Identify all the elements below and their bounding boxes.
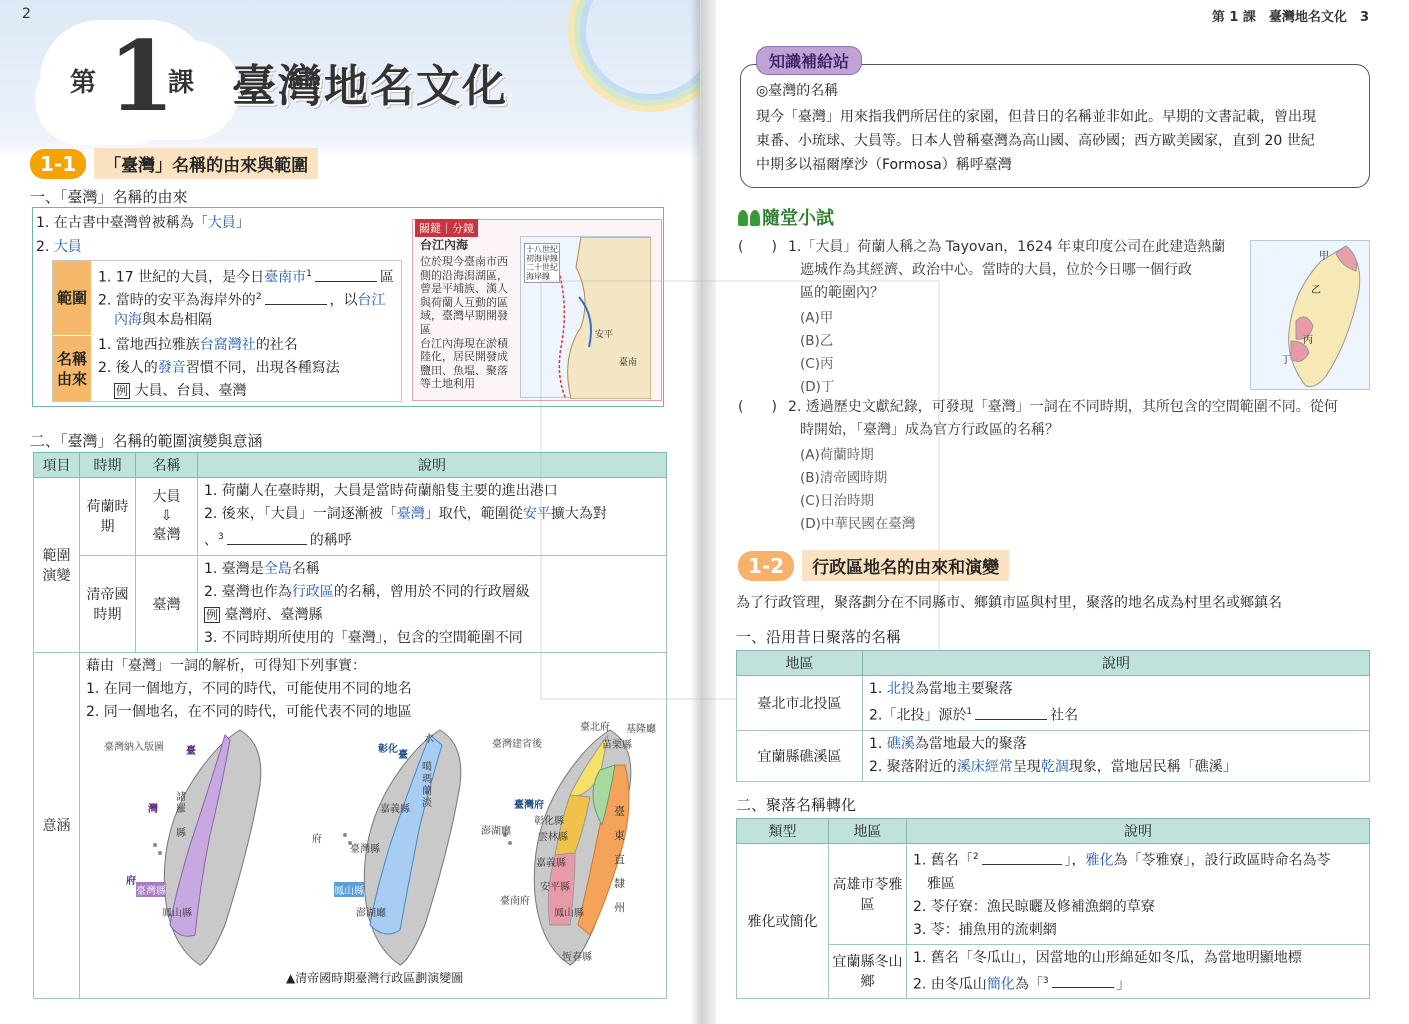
q1-line-3: 區的範圍內？ xyxy=(800,285,884,301)
dutch-desc: 1. 荷蘭人在臺時期，大員是當時荷蘭船隻主要的進出港口 2. 後來，「大員」一詞逐漸被「臺灣」取代，範圍從安平擴大為對 、$^3$ 的稱呼 xyxy=(198,478,667,556)
origin-line-1: 1. 在古書中臺灣曾被稱為「大員」 xyxy=(36,215,250,231)
area-jiaoxi: 宜蘭縣礁溪區 xyxy=(737,730,863,781)
note-line: 與荷蘭人互動的區 xyxy=(420,295,508,309)
section-1-2-heading xyxy=(738,550,1009,581)
col-header-area: 地區 xyxy=(829,819,907,844)
note-line: 等土地利用 xyxy=(420,377,475,391)
guangxu-label-anping: 安平縣 xyxy=(540,882,570,893)
jiaqing-label-chiayi: 臺灣縣 xyxy=(350,844,380,855)
guangxu-label-yunlin: 雲林縣 xyxy=(538,832,568,843)
note-line: 台江內海現在淤積 xyxy=(420,336,508,350)
knowledge-line-2: 東番、小琉球、大員等。日本人曾稱臺灣為高山國、高砂國；西方歐美國家，直到 20 世紀 xyxy=(756,133,1315,149)
qing-desc: 1. 臺灣是全島名稱 2. 臺灣也作為行政區的名稱，曾用於不同的行政層級 例 臺灣府、臺灣縣 3. 不同時期所使用的「臺灣」，包含的空間範圍不同 xyxy=(198,555,667,652)
q2-option-a[interactable]: (A)荷蘭時期 xyxy=(800,447,874,463)
desc-lingya: 1. 舊名「$^2$ 」，雅化為「苓雅寮」，設行政區時命名為苓 雅區 2. 苓仔寮：漁民晾曬及修補漁網的草寮 3. 苓：捕魚用的流刺網 xyxy=(907,844,1370,945)
map-label-tainan: 臺南 xyxy=(619,358,638,368)
guangxu-label-chiayi: 嘉義縣 xyxy=(536,858,566,869)
section-1-2-intro: 為了行政管理，聚落劃分在不同縣市、鄉鎮市區與村里，聚落的地名成為村里名或鄉鎮名 xyxy=(736,595,1282,611)
qing-maps-svg xyxy=(130,725,670,970)
lesson-title: 臺灣地名文化 xyxy=(232,61,508,112)
quiz-map xyxy=(1250,240,1370,390)
origin-label: 名稱由來 xyxy=(53,336,91,401)
col-header-desc: 說明 xyxy=(198,453,667,478)
map-label-kangxi: 康熙年間 xyxy=(108,723,152,736)
lesson-suffix: 課 xyxy=(168,68,195,98)
kangxi-label-zhuluo: 諸 羅 縣 xyxy=(176,792,186,839)
knowledge-line-1: 現今「臺灣」用來指我們所居住的家園，但昔日的名稱並非如此。早期的文書記載，曾出現 xyxy=(756,109,1316,125)
map-sub-guangxu: 臺灣建省後 xyxy=(492,739,542,750)
col-header-type: 類型 xyxy=(737,819,829,844)
origin-name-line-3: 例 大員、台員、臺灣 xyxy=(116,383,247,399)
desc-dongshan: 1. 舊名「冬瓜山」，因當地的山形綿延如冬瓜，為當地明顯地標 2. 由冬瓜山簡化為「$^3$ 」 xyxy=(907,944,1370,999)
q2-line-2: 時開始，「臺灣」成為官方行政區的名稱？ xyxy=(800,422,1059,438)
guangxu-label-taiwanfu: 臺灣府 xyxy=(514,800,544,811)
note-line: 鹽田、魚塭、聚落 xyxy=(420,363,508,377)
range-label: 範圍 xyxy=(53,261,91,335)
tree-icon xyxy=(750,210,760,226)
range-line-1: 1. 17 世紀的大員，是今日臺南市$^1$ 區 xyxy=(98,269,394,286)
dutch-period: 荷蘭時期 xyxy=(80,478,136,556)
lesson-number: 1 xyxy=(108,20,175,133)
q1-option-d[interactable]: (D)丁 xyxy=(800,379,835,395)
jiaqing-label-fengshan: 澎湖廳 xyxy=(356,908,386,919)
note-line: 位於現今臺南市西 xyxy=(420,255,508,268)
meaning-label: 意涵 xyxy=(34,652,80,998)
guangxu-label-hengchun: 恆春縣 xyxy=(562,952,592,963)
range-line-2: 2. 當時的安平為海岸外的$^2$ ，以台江 xyxy=(98,292,386,309)
quiz-heading: 隨堂小試 xyxy=(738,204,834,230)
q1-line-2: 遮城作為其經濟、政治中心。當時的大員，位於今日哪一個行政 xyxy=(800,262,1192,278)
subsection-old-names: 一、沿用昔日聚落的名稱 xyxy=(736,628,902,646)
guangxu-label-penghu: 澎湖廳 xyxy=(481,826,511,837)
left-page-number: 2 xyxy=(22,6,31,22)
running-head: 第 1 課 臺灣地名文化 3 xyxy=(1211,10,1369,25)
section-title: 行政區地名的由來和演變 xyxy=(802,550,1009,581)
note-line: 域，臺灣早期開發 xyxy=(420,309,508,323)
note-title: 台江內海 xyxy=(420,238,469,252)
section-title: 「臺灣」名稱的由來與範圍 xyxy=(94,148,318,179)
section-badge: 1-2 xyxy=(738,551,794,581)
rainbow-decoration xyxy=(560,0,700,120)
q1-option-c[interactable]: (C)丙 xyxy=(800,356,834,372)
knowledge-tag: 知識補給站 xyxy=(756,46,862,75)
type-elegant: 雅化或簡化 xyxy=(737,844,829,999)
knowledge-line-3: 中期多以福爾摩沙（Formosa）稱呼臺灣 xyxy=(756,157,1012,173)
quiz-map-label-jia: 甲 xyxy=(1319,251,1329,262)
section-badge: 1-1 xyxy=(30,149,86,179)
guangxu-label-miaoli: 苗栗縣 xyxy=(602,740,632,751)
quiz-map-label-yi: 乙 xyxy=(1311,285,1321,296)
guangxu-label-changhua: 彰化縣 xyxy=(534,816,564,827)
name-change-table xyxy=(736,818,1370,999)
origin-line-2: 2. 大員 xyxy=(36,239,82,255)
q2-option-c[interactable]: (C)日治時期 xyxy=(800,493,874,509)
subsection-name-change: 二、聚落名稱轉化 xyxy=(736,796,857,814)
scope-label: 範圍演變 xyxy=(34,478,80,653)
guangxu-label-keelung: 基隆廳 xyxy=(626,724,656,735)
jiaqing-label-tan: 臺 xyxy=(398,750,408,761)
desc-jiaoxi: 1. 礁溪為當地最大的聚落 2. 聚落附近的溪床經常呈現乾涸現象，當地居民稱「礁溪」 xyxy=(863,730,1370,781)
jiaqing-label-ge: 水 xyxy=(424,734,434,745)
subsection-origin: 一、「臺灣」名稱的由來 xyxy=(30,188,188,206)
jiaqing-label-gamalan: 噶 瑪 蘭 淡 xyxy=(422,762,432,809)
meaning-lines: 藉由「臺灣」一詞的解析，可得知下列事實： 1. 在同一個地方，不同的時代，可能使用不同的地名 2. 同一個地名，在不同的時代，可能代表不同的地區 xyxy=(86,657,412,720)
quiz-map-label-bing: 丙 xyxy=(1303,335,1313,346)
q2-option-d[interactable]: (D)中華民國在臺灣 xyxy=(800,516,916,532)
dutch-name: 大員 ⇩ 臺灣 xyxy=(136,478,198,556)
col-header-desc: 說明 xyxy=(907,819,1370,844)
jiaqing-label-taiwanxian: 鳳山縣 xyxy=(334,882,364,897)
col-header-period: 時期 xyxy=(80,453,136,478)
col-header-name: 名稱 xyxy=(136,453,198,478)
kangxi-label-taiwanxian: 臺灣縣 xyxy=(136,882,166,897)
quiz-map-svg xyxy=(1251,241,1371,391)
kangxi-label-fu: 府 xyxy=(126,876,136,887)
origin-name-line-1: 1. 當地西拉雅族台窩灣社的社名 xyxy=(98,337,298,353)
q1-option-b[interactable]: (B)乙 xyxy=(800,333,834,349)
q2-line-1: 2. 透過歷史文獻紀錄，可發現「臺灣」一詞在不同時期，其所包含的空間範圍不同。從何 xyxy=(788,399,1338,415)
lesson-prefix: 第 xyxy=(70,68,97,98)
map-label-jiaqing: 嘉慶年間 xyxy=(298,721,342,734)
note-tag: 關鍵｜分鏡 xyxy=(415,219,478,237)
col-header-area: 地區 xyxy=(737,651,863,676)
note-line: 曾是平埔族、漢人 xyxy=(420,282,508,296)
old-names-table xyxy=(736,650,1370,782)
map-legend: 十八世紀 初海岸線 二十世紀 海岸線 xyxy=(526,245,558,281)
qing-period: 清帝國時期 xyxy=(80,555,136,652)
kangxi-label-fengshan: 鳳山縣 xyxy=(162,908,192,919)
jiaqing-label-penghu: 府 xyxy=(312,834,322,845)
q2-answer-blank[interactable]: ( ) xyxy=(738,399,777,415)
tree-icon xyxy=(738,210,748,226)
section-1-1-heading xyxy=(30,148,318,179)
area-lingya: 高雄市苓雅區 xyxy=(829,844,907,945)
map-sub-kangxi: 臺灣納入版圖 xyxy=(104,742,164,753)
q1-option-a[interactable]: (A)甲 xyxy=(800,310,834,326)
q2-option-b[interactable]: (B)清帝國時期 xyxy=(800,470,888,486)
range-line-3: 內海與本島相隔 xyxy=(114,312,212,328)
jiaqing-label-shui: 彰化 xyxy=(378,744,398,755)
note-line: 側的沿海潟湖區， xyxy=(420,268,508,282)
col-header-desc: 說明 xyxy=(863,651,1370,676)
kangxi-label-tai: 臺 xyxy=(186,746,196,757)
guangxu-label-taipei: 臺北府 xyxy=(580,722,610,733)
area-beitou: 臺北市北投區 xyxy=(737,676,863,731)
desc-beitou: 1. 北投為當地主要聚落 2.「北投」源於$^1$ 社名 xyxy=(863,676,1370,731)
q1-answer-blank[interactable]: ( ) xyxy=(738,239,777,255)
jiaqing-label-changhua: 嘉義縣 xyxy=(380,804,410,815)
map-label-guangxu: 光緒年間 xyxy=(492,719,536,732)
knowledge-title: ◎臺灣的名稱 xyxy=(756,83,839,99)
subsection-scope: 二、「臺灣」名稱的範圍演變與意涵 xyxy=(30,432,263,450)
guangxu-label-tainanfu: 臺南府 xyxy=(500,896,530,907)
guangxu-label-fengshan: 鳳山縣 xyxy=(554,908,584,919)
quiz-map-label-ding: 丁 xyxy=(1281,355,1291,366)
origin-name-line-2: 2. 後人的發音習慣不同，出現各種寫法 xyxy=(98,360,340,376)
guangxu-label-taitung: 臺東直隸州 xyxy=(614,805,625,914)
area-dongshan: 宜蘭縣冬山鄉 xyxy=(829,944,907,999)
kangxi-label-wan: 灣 xyxy=(148,804,158,815)
map-caption: ▲清帝國時期臺灣行政區劃演變圖 xyxy=(286,971,464,985)
note-line: 區 xyxy=(420,323,431,336)
col-header-item: 項目 xyxy=(34,453,80,478)
map-label-anping: 安平 xyxy=(595,330,614,340)
note-line: 陸化，居民開發成 xyxy=(420,350,508,364)
q1-line-1: 1.「大員」荷蘭人稱之為 Tayovan，1624 年東印度公司在此建造熱蘭 xyxy=(788,239,1226,255)
qing-name: 臺灣 xyxy=(136,555,198,652)
